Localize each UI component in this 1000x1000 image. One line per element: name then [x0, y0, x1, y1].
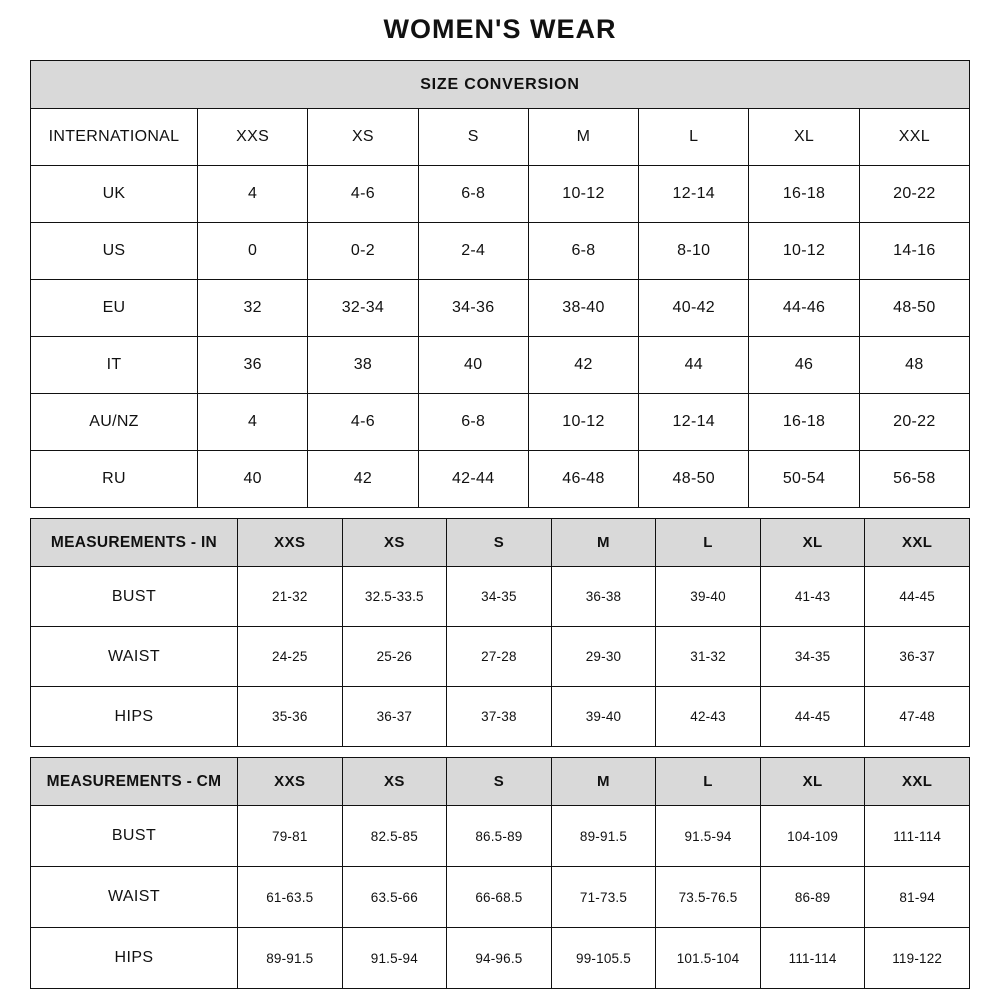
- measurements-in-title: MEASUREMENTS - IN: [31, 519, 238, 567]
- value-cell: 12-14: [639, 394, 749, 451]
- value-cell: 39-40: [551, 687, 656, 747]
- table-row: [31, 928, 970, 989]
- size-column-header: L: [656, 519, 761, 567]
- value-cell: 2-4: [418, 223, 528, 280]
- value-cell: 10-12: [528, 394, 638, 451]
- measurements-in-body: [31, 567, 970, 747]
- row-label: US: [31, 223, 198, 280]
- value-cell: 40: [418, 337, 528, 394]
- size-column-header: XXL: [859, 109, 969, 166]
- value-cell: 66-68.5: [447, 867, 552, 928]
- value-cell: 46: [749, 337, 859, 394]
- row-label: IT: [31, 337, 198, 394]
- value-cell: 111-114: [865, 806, 970, 867]
- value-cell: 47-48: [865, 687, 970, 747]
- value-cell: 38-40: [528, 280, 638, 337]
- row-header-international: INTERNATIONAL: [31, 109, 198, 166]
- page-title: WOMEN'S WEAR: [383, 14, 617, 44]
- value-cell: 40-42: [639, 280, 749, 337]
- table-row: [31, 451, 970, 508]
- size-conversion-table: [30, 60, 970, 508]
- value-cell: 0-2: [308, 223, 418, 280]
- value-cell: 20-22: [859, 394, 969, 451]
- measurements-in-header-row: [31, 519, 970, 567]
- row-label: BUST: [31, 567, 238, 627]
- value-cell: 42: [528, 337, 638, 394]
- value-cell: 6-8: [528, 223, 638, 280]
- value-cell: 63.5-66: [342, 867, 447, 928]
- value-cell: 101.5-104: [656, 928, 761, 989]
- value-cell: 89-91.5: [551, 806, 656, 867]
- row-label: RU: [31, 451, 198, 508]
- value-cell: 32: [198, 280, 308, 337]
- row-label: HIPS: [31, 928, 238, 989]
- value-cell: 20-22: [859, 166, 969, 223]
- size-column-header: XXL: [865, 758, 970, 806]
- value-cell: 34-36: [418, 280, 528, 337]
- value-cell: 4-6: [308, 166, 418, 223]
- table-row: [31, 627, 970, 687]
- value-cell: 4-6: [308, 394, 418, 451]
- size-column-header: S: [447, 758, 552, 806]
- size-column-header: XXL: [865, 519, 970, 567]
- value-cell: 12-14: [639, 166, 749, 223]
- value-cell: 8-10: [639, 223, 749, 280]
- value-cell: 111-114: [760, 928, 865, 989]
- size-column-header: XL: [760, 519, 865, 567]
- value-cell: 86-89: [760, 867, 865, 928]
- value-cell: 50-54: [749, 451, 859, 508]
- table-row: [31, 567, 970, 627]
- value-cell: 4: [198, 394, 308, 451]
- value-cell: 73.5-76.5: [656, 867, 761, 928]
- value-cell: 4: [198, 166, 308, 223]
- value-cell: 32-34: [308, 280, 418, 337]
- size-column-header: S: [418, 109, 528, 166]
- size-conversion-title: SIZE CONVERSION: [31, 61, 970, 109]
- value-cell: 91.5-94: [342, 928, 447, 989]
- value-cell: 31-32: [656, 627, 761, 687]
- value-cell: 34-35: [447, 567, 552, 627]
- size-column-header: XXS: [198, 109, 308, 166]
- measurements-cm-table: [30, 757, 970, 989]
- value-cell: 44: [639, 337, 749, 394]
- row-label: HIPS: [31, 687, 238, 747]
- value-cell: 82.5-85: [342, 806, 447, 867]
- value-cell: 6-8: [418, 394, 528, 451]
- value-cell: 34-35: [760, 627, 865, 687]
- table-row: [31, 166, 970, 223]
- value-cell: 71-73.5: [551, 867, 656, 928]
- value-cell: 16-18: [749, 394, 859, 451]
- value-cell: 16-18: [749, 166, 859, 223]
- table-row: [31, 806, 970, 867]
- value-cell: 36: [198, 337, 308, 394]
- value-cell: 24-25: [238, 627, 343, 687]
- size-column-header: XS: [308, 109, 418, 166]
- value-cell: 41-43: [760, 567, 865, 627]
- value-cell: 40: [198, 451, 308, 508]
- measurements-in-table: [30, 518, 970, 747]
- value-cell: 21-32: [238, 567, 343, 627]
- value-cell: 46-48: [528, 451, 638, 508]
- value-cell: 81-94: [865, 867, 970, 928]
- value-cell: 38: [308, 337, 418, 394]
- value-cell: 91.5-94: [656, 806, 761, 867]
- table-row: [31, 867, 970, 928]
- value-cell: 119-122: [865, 928, 970, 989]
- value-cell: 99-105.5: [551, 928, 656, 989]
- size-column-header: XXS: [238, 758, 343, 806]
- value-cell: 6-8: [418, 166, 528, 223]
- value-cell: 37-38: [447, 687, 552, 747]
- value-cell: 48-50: [859, 280, 969, 337]
- value-cell: 36-37: [865, 627, 970, 687]
- size-column-header: L: [656, 758, 761, 806]
- size-column-header: S: [447, 519, 552, 567]
- table-row: [31, 223, 970, 280]
- value-cell: 44-45: [865, 567, 970, 627]
- size-column-header: XL: [760, 758, 865, 806]
- size-conversion-caption-row: [31, 61, 970, 109]
- row-label: BUST: [31, 806, 238, 867]
- value-cell: 42-43: [656, 687, 761, 747]
- value-cell: 27-28: [447, 627, 552, 687]
- value-cell: 104-109: [760, 806, 865, 867]
- value-cell: 79-81: [238, 806, 343, 867]
- value-cell: 32.5-33.5: [342, 567, 447, 627]
- value-cell: 35-36: [238, 687, 343, 747]
- row-label: WAIST: [31, 867, 238, 928]
- size-column-header: L: [639, 109, 749, 166]
- value-cell: 94-96.5: [447, 928, 552, 989]
- value-cell: 25-26: [342, 627, 447, 687]
- measurements-cm-header-row: [31, 758, 970, 806]
- table-row: [31, 394, 970, 451]
- size-column-header: M: [551, 519, 656, 567]
- size-conversion-body: [31, 166, 970, 508]
- value-cell: 42: [308, 451, 418, 508]
- value-cell: 44-46: [749, 280, 859, 337]
- row-label: UK: [31, 166, 198, 223]
- table-row: [31, 337, 970, 394]
- table-row: [31, 280, 970, 337]
- row-label: EU: [31, 280, 198, 337]
- row-label: AU/NZ: [31, 394, 198, 451]
- value-cell: 56-58: [859, 451, 969, 508]
- size-column-header: XS: [342, 519, 447, 567]
- size-column-header: M: [551, 758, 656, 806]
- value-cell: 29-30: [551, 627, 656, 687]
- value-cell: 10-12: [749, 223, 859, 280]
- size-column-header: XS: [342, 758, 447, 806]
- value-cell: 44-45: [760, 687, 865, 747]
- value-cell: 61-63.5: [238, 867, 343, 928]
- measurements-cm-title: MEASUREMENTS - CM: [31, 758, 238, 806]
- value-cell: 36-37: [342, 687, 447, 747]
- size-column-header: XL: [749, 109, 859, 166]
- value-cell: 36-38: [551, 567, 656, 627]
- value-cell: 48-50: [639, 451, 749, 508]
- value-cell: 86.5-89: [447, 806, 552, 867]
- value-cell: 42-44: [418, 451, 528, 508]
- size-column-header: M: [528, 109, 638, 166]
- measurements-cm-body: [31, 806, 970, 989]
- value-cell: 10-12: [528, 166, 638, 223]
- value-cell: 48: [859, 337, 969, 394]
- size-header-row: [31, 109, 970, 166]
- table-row: [31, 687, 970, 747]
- size-column-header: XXS: [238, 519, 343, 567]
- value-cell: 0: [198, 223, 308, 280]
- row-label: WAIST: [31, 627, 238, 687]
- value-cell: 89-91.5: [238, 928, 343, 989]
- value-cell: 14-16: [859, 223, 969, 280]
- value-cell: 39-40: [656, 567, 761, 627]
